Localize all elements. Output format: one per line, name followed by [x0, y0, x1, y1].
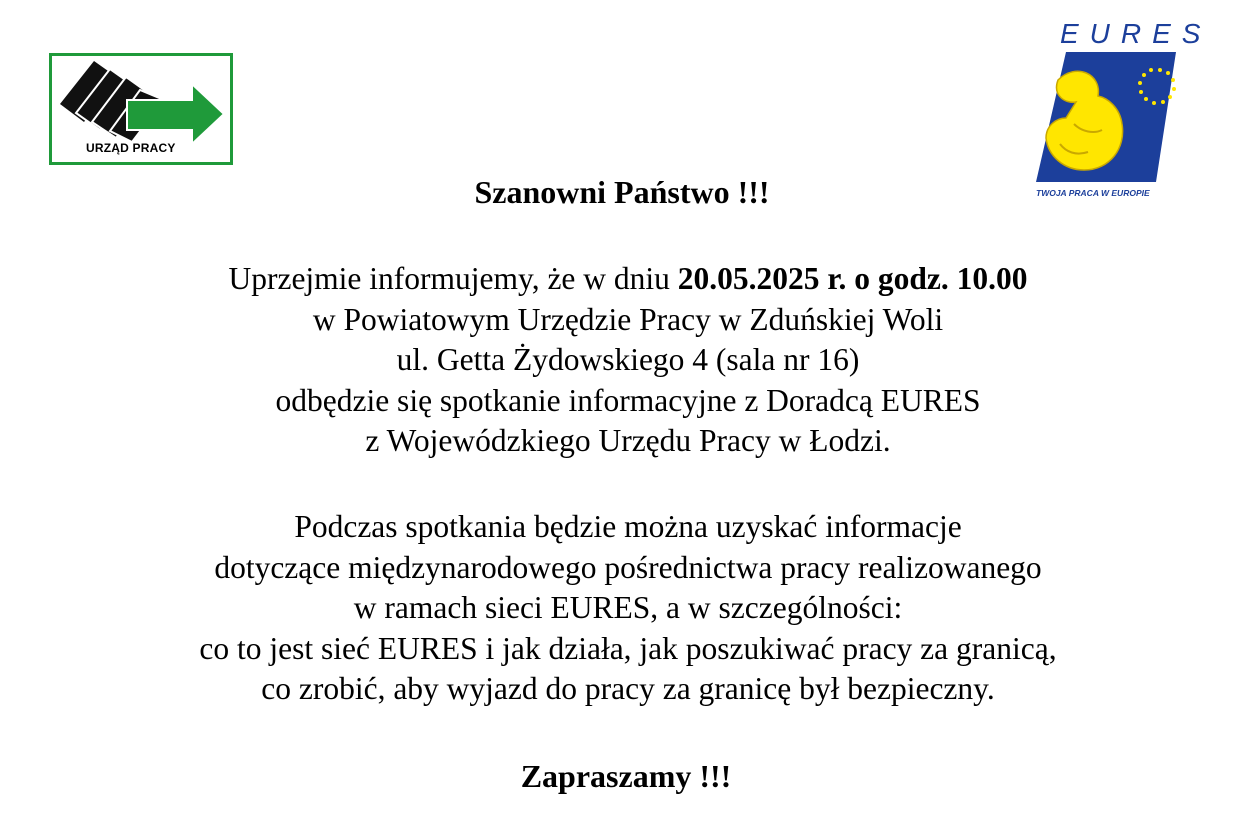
announcement-line-1	[4, 259, 1248, 300]
meeting-datetime: 20.05.2025 r. o godz. 10.00	[677, 261, 1028, 296]
greeting-heading: Szanowni Państwo !!!	[474, 174, 770, 210]
details-paragraph	[4, 507, 1248, 710]
eures-wordmark: EURES	[1060, 18, 1212, 49]
announcement-line-3: ul. Getta Żydowskiego 4 (sala nr 16)	[396, 342, 860, 377]
urzad-pracy-label: URZĄD PRACY	[86, 141, 176, 155]
announcement-line-4: odbędzie się spotkanie informacyjne z Doradcą EURES	[275, 382, 981, 418]
urzad-pracy-logo	[49, 53, 233, 165]
eures-hand-icon	[1036, 52, 1186, 188]
announcement-line-5: z Wojewódzkiego Urzędu Pracy w Łodzi.	[365, 423, 891, 458]
details-line-2: dotyczące międzynarodowego pośrednictwa pracy realizowanego	[214, 549, 1042, 585]
announcement-paragraph	[4, 259, 1248, 462]
details-line-3: w ramach sieci EURES, a w szczególności:	[353, 590, 903, 625]
details-line-1: Podczas spotkania będzie można uzyskać informacje	[294, 509, 962, 544]
announcement-line-2: w Powiatowym Urzędzie Pracy w Zduńskiej Woli	[312, 301, 944, 337]
details-line-5: co zrobić, aby wyjazd do pracy za granicę był bezpieczny.	[261, 671, 995, 706]
eures-tagline: TWOJA PRACA W EUROPIE	[1036, 188, 1150, 198]
announcement-intro-text: Uprzejmie informujemy, że w dniu	[228, 261, 678, 296]
details-line-4: co to jest sieć EURES i jak działa, jak poszukiwać pracy za granicą,	[199, 630, 1057, 666]
closing-heading: Zapraszamy !!!	[520, 758, 732, 794]
